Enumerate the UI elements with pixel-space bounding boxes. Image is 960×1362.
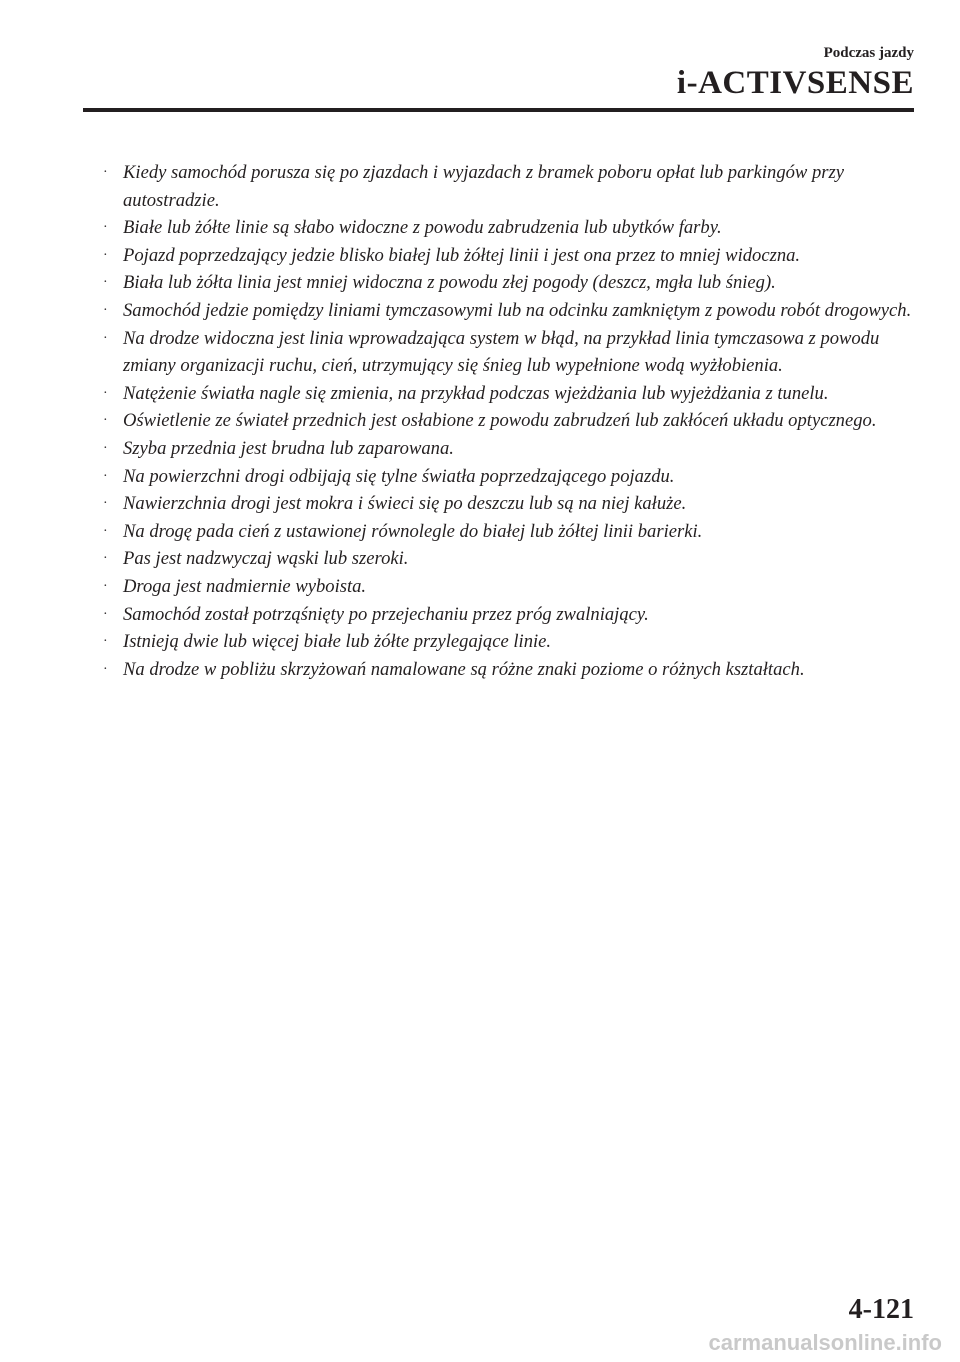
list-item-text: Białe lub żółte linie są słabo widoczne z powodu zabrudzenia lub ubytków farby. xyxy=(123,217,722,239)
list-item-text: Na drodze w pobliżu skrzyżowań namalowane są różne znaki poziome o różnych kształtach. xyxy=(123,658,805,680)
list-item-text: Pojazd poprzedzający jedzie blisko białej lub żółtej linii i jest ona przez to mniej widoczna. xyxy=(123,244,801,266)
bullet-icon: · xyxy=(103,413,108,429)
chapter-title: i-ACTIVSENSE xyxy=(676,65,914,101)
list-item xyxy=(103,242,919,270)
condition-list xyxy=(103,159,919,683)
list-item-text: Na drogę pada cień z ustawionej równolegle do białej lub żółtej linii barierki. xyxy=(123,520,703,542)
list-item xyxy=(103,159,919,214)
list-item xyxy=(103,656,919,684)
list-item xyxy=(103,628,919,656)
list-item-text: Szyba przednia jest brudna lub zaparowana. xyxy=(123,437,454,459)
section-label: Podczas jazdy xyxy=(823,45,914,61)
list-item-text: Kiedy samochód porusza się po zjazdach i wyjazdach z bramek poboru opłat lub parkingów przy autostradzie. xyxy=(123,162,844,211)
list-item-text: Istnieją dwie lub więcej białe lub żółte przylegające linie. xyxy=(123,631,552,653)
list-item-text: Droga jest nadmiernie wyboista. xyxy=(123,575,367,597)
bullet-icon: · xyxy=(103,578,108,594)
bullet-icon: · xyxy=(103,496,108,512)
header-divider xyxy=(83,108,914,112)
list-item xyxy=(103,407,919,435)
list-item xyxy=(103,601,919,629)
list-item xyxy=(103,380,919,408)
list-item xyxy=(103,573,919,601)
bullet-icon: · xyxy=(103,661,108,677)
bullet-icon: · xyxy=(103,302,108,318)
list-item-text: Oświetlenie ze świateł przednich jest osłabione z powodu zabrudzeń lub zakłóceń układu optycznego. xyxy=(123,410,877,432)
list-item xyxy=(103,463,919,491)
list-item-text: Samochód jedzie pomiędzy liniami tymczasowymi lub na odcinku zamkniętym z powodu robót drogowych. xyxy=(123,299,912,321)
list-item xyxy=(103,490,919,518)
list-item xyxy=(103,518,919,546)
bullet-icon: · xyxy=(103,523,108,539)
list-item-text: Samochód został potrząśnięty po przejechaniu przez próg zwalniający. xyxy=(123,603,649,625)
list-item xyxy=(103,269,919,297)
list-item-text: Nawierzchnia drogi jest mokra i świeci się po deszczu lub są na niej kałuże. xyxy=(123,493,687,515)
page-number: 4-121 xyxy=(848,1294,914,1325)
bullet-icon: · xyxy=(103,440,108,456)
list-item-text: Na powierzchni drogi odbijają się tylne światła poprzedzającego pojazdu. xyxy=(123,465,675,487)
bullet-icon: · xyxy=(103,468,108,484)
bullet-icon: · xyxy=(103,275,108,291)
list-item-text: Na drodze widoczna jest linia wprowadzająca system w błąd, na przykład linia tymczasowa z powodu zmiany organizacji ruchu, cień, utrzymujący się śnieg lub wypełnione wodą wyżłobienia. xyxy=(123,327,880,377)
bullet-icon: · xyxy=(103,220,108,236)
list-item xyxy=(103,435,919,463)
list-item xyxy=(103,325,919,380)
bullet-icon: · xyxy=(103,165,108,180)
list-item xyxy=(103,214,919,242)
bullet-icon: · xyxy=(103,385,108,401)
list-item-text: Pas jest nadzwyczaj wąski lub szeroki. xyxy=(123,548,409,570)
page-header xyxy=(677,44,914,102)
bullet-icon: · xyxy=(103,634,108,650)
bullet-icon: · xyxy=(103,551,108,567)
list-item xyxy=(103,297,919,325)
bullet-icon: · xyxy=(103,247,108,263)
bullet-icon: · xyxy=(103,330,108,346)
watermark: carmanualsonline.info xyxy=(708,1330,942,1355)
list-item xyxy=(103,545,919,573)
bullet-icon: · xyxy=(103,606,108,622)
list-item-text: Natężenie światła nagle się zmienia, na przykład podczas wjeżdżania lub wyjeżdżania z tunelu. xyxy=(123,382,829,404)
list-item-text: Biała lub żółta linia jest mniej widoczna z powodu złej pogody (deszcz, mgła lub śnieg). xyxy=(123,272,776,294)
